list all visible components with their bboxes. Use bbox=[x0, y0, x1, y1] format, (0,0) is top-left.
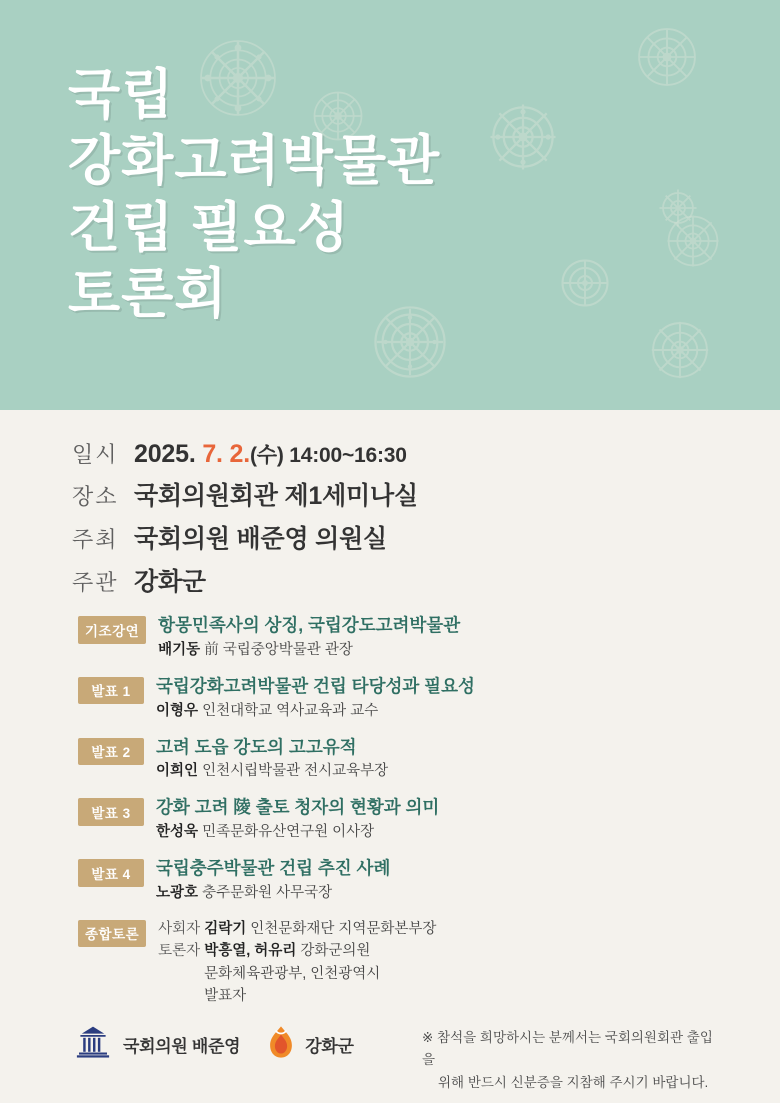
speaker-role: 인천대학교 역사교육과 교수 bbox=[202, 702, 379, 719]
program-speaker bbox=[156, 822, 718, 843]
poster-title bbox=[68, 62, 440, 328]
logo-assembly bbox=[72, 1025, 240, 1064]
title-line-4: 토론회 bbox=[68, 264, 228, 325]
mandala-decoration-icon bbox=[560, 258, 610, 308]
mandala-decoration-icon bbox=[486, 100, 560, 174]
program-body bbox=[158, 614, 718, 661]
notice-line-2: 위해 반드시 신분증을 지참해 주시기 바랍니다. bbox=[438, 1074, 709, 1090]
mandala-decoration-icon bbox=[636, 26, 698, 88]
panel-moderator bbox=[158, 918, 718, 940]
moderator-name: 김락기 bbox=[204, 920, 247, 937]
program-speaker bbox=[156, 883, 718, 904]
program-body bbox=[156, 796, 718, 843]
title-line-1: 국립 bbox=[68, 65, 175, 125]
panelist-affiliation: 강화군의원 bbox=[300, 943, 371, 960]
date-year: 2025. bbox=[134, 440, 196, 468]
speaker-name: 한성욱 bbox=[156, 824, 199, 841]
program-body bbox=[156, 675, 718, 722]
info-value-datetime bbox=[134, 439, 407, 469]
moderator-affiliation: 인천문화재단 지역문화본부장 bbox=[250, 920, 437, 937]
poster-footer bbox=[0, 1003, 780, 1103]
event-info-block bbox=[72, 438, 418, 605]
assembly-building-icon bbox=[72, 1025, 114, 1064]
program-item-3 bbox=[78, 796, 718, 843]
panelist-names: 박흥열, 허유리 bbox=[204, 943, 297, 960]
logo-ganghwa-label: 강화군 bbox=[305, 1037, 354, 1056]
program-tag: 발표 2 bbox=[78, 738, 144, 766]
program-speaker bbox=[158, 640, 718, 661]
program-speaker bbox=[156, 761, 718, 782]
program-title: 항몽민족사의 상징, 국립강도고려박물관 bbox=[158, 615, 461, 635]
program-title: 국립충주박물관 건립 추진 사례 bbox=[156, 858, 391, 879]
program-tag: 기조강연 bbox=[78, 616, 146, 644]
moderator-role-label: 사회자 bbox=[158, 920, 201, 937]
program-item-panel bbox=[78, 918, 718, 1008]
info-row-organizer bbox=[72, 562, 418, 598]
info-label-datetime: 일시 bbox=[72, 442, 119, 467]
panel-line-2: 문화체육관광부, 인천광역시 bbox=[204, 965, 381, 982]
info-value-place: 국회의원회관 제1세미나실 bbox=[134, 482, 418, 510]
program-item-2 bbox=[78, 736, 718, 783]
panelist-role-label: 토론자 bbox=[158, 943, 201, 960]
program-title: 고려 도읍 강도의 고고유적 bbox=[156, 736, 357, 757]
speaker-role: 민족문화유산연구원 이사장 bbox=[202, 824, 375, 841]
panel-discussants bbox=[158, 940, 718, 962]
program-title: 강화 고려 陵 출토 청자의 현황과 의미 bbox=[156, 797, 440, 818]
program-list bbox=[78, 614, 718, 1022]
speaker-name: 이희인 bbox=[156, 763, 199, 780]
program-speaker bbox=[156, 701, 718, 722]
logo-ganghwa bbox=[266, 1025, 353, 1064]
entry-notice bbox=[422, 1027, 722, 1094]
program-body bbox=[158, 918, 718, 1008]
speaker-name: 이형우 bbox=[156, 702, 199, 719]
program-item-1 bbox=[78, 675, 718, 722]
info-label-host: 주최 bbox=[72, 527, 119, 552]
speaker-role: 인천시립박물관 전시교육부장 bbox=[202, 763, 389, 780]
info-label-organizer: 주관 bbox=[72, 570, 119, 595]
panel-line-3: 발표자 bbox=[204, 988, 247, 1005]
speaker-role: 충주문화원 사무국장 bbox=[202, 884, 333, 901]
program-item-4 bbox=[78, 857, 718, 904]
program-title: 국립강화고려박물관 건립 타당성과 필요성 bbox=[156, 675, 475, 696]
program-tag: 발표 3 bbox=[78, 798, 144, 826]
info-value-organizer: 강화군 bbox=[134, 568, 206, 596]
program-body bbox=[156, 857, 718, 904]
title-line-3: 건립 필요성 bbox=[68, 197, 350, 258]
info-row-host bbox=[72, 519, 418, 555]
footer-logos bbox=[72, 1025, 354, 1064]
ganghwa-flame-icon bbox=[266, 1025, 296, 1064]
speaker-role: 前 국립중앙박물관 관장 bbox=[204, 641, 353, 658]
program-tag: 종합토론 bbox=[78, 920, 146, 948]
info-row-datetime bbox=[72, 438, 418, 469]
mandala-decoration-icon bbox=[648, 318, 712, 382]
date-time: (수) 14:00~16:30 bbox=[249, 444, 407, 467]
program-tag: 발표 1 bbox=[78, 677, 144, 705]
date-monthday: 7. 2. bbox=[202, 440, 250, 468]
info-row-place bbox=[72, 476, 418, 512]
program-body bbox=[156, 736, 718, 783]
info-label-place: 장소 bbox=[72, 484, 119, 509]
program-item-keynote bbox=[78, 614, 718, 661]
speaker-name: 노광호 bbox=[156, 884, 199, 901]
logo-assembly-label: 국회의원 배준영 bbox=[123, 1037, 241, 1056]
speaker-name: 배기동 bbox=[158, 641, 201, 658]
program-tag: 발표 4 bbox=[78, 859, 144, 887]
title-line-2: 강화고려박물관 bbox=[68, 131, 441, 192]
mandala-decoration-icon bbox=[664, 212, 722, 270]
poster-header bbox=[0, 0, 780, 410]
notice-line-1: ※ 참석을 희망하시는 분께서는 국회의원회관 출입을 bbox=[422, 1030, 713, 1068]
info-value-host: 국회의원 배준영 의원실 bbox=[134, 525, 387, 553]
